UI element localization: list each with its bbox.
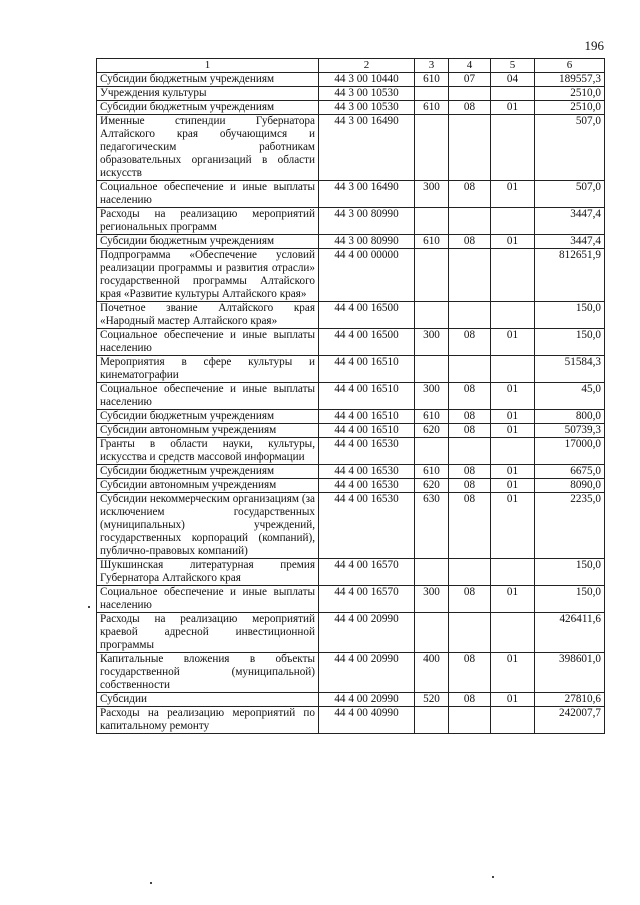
expense-type-cell: 610 [415,73,449,87]
column-header: 1 [97,59,319,73]
amount-cell: 812651,9 [535,249,605,302]
row-name-cell: Субсидии бюджетным учреждениям [97,410,319,424]
amount-cell: 2235,0 [535,493,605,559]
section-cell [449,356,491,383]
expense-type-cell [415,438,449,465]
row-name-cell: Субсидии автономным учреждениям [97,479,319,493]
row-name-cell: Именные стипендии Губернатора Алтайского края обучающимся и педагогическим работникам образовательных организаций в области искусств [97,115,319,181]
table-row [97,383,605,410]
row-name-cell: Почетное звание Алтайского края «Народный мастер Алтайского края» [97,302,319,329]
row-name-cell: Субсидии некоммерческим организациям (за исключением государственных (муниципальных) учреждений, государственных корпораций (компаний), публично-правовых компаний) [97,493,319,559]
expense-type-cell: 610 [415,465,449,479]
table-row [97,493,605,559]
table-row [97,438,605,465]
budget-code-cell: 44 3 00 10530 [319,87,415,101]
table-row [97,424,605,438]
table-row [97,302,605,329]
table-row [97,613,605,653]
budget-code-cell: 44 4 00 16510 [319,356,415,383]
budget-code-cell: 44 3 00 10440 [319,73,415,87]
subsection-cell [491,613,535,653]
budget-code-cell: 44 3 00 80990 [319,235,415,249]
amount-cell: 2510,0 [535,101,605,115]
expense-type-cell: 520 [415,693,449,707]
subsection-cell [491,356,535,383]
section-cell: 08 [449,465,491,479]
section-cell: 08 [449,235,491,249]
scan-speck [88,606,90,608]
column-header: 2 [319,59,415,73]
subsection-cell [491,115,535,181]
table-row [97,115,605,181]
amount-cell: 3447,4 [535,208,605,235]
row-name-cell: Капитальные вложения в объекты государственной (муниципальной) собственности [97,653,319,693]
expense-type-cell [415,559,449,586]
expense-type-cell: 620 [415,424,449,438]
row-name-cell: Подпрограмма «Обеспечение условий реализации программы и развития отрасли» государственной программы Алтайского края «Развитие культуры Алтайского края» [97,249,319,302]
amount-cell: 150,0 [535,302,605,329]
table-row [97,87,605,101]
row-name-cell: Гранты в области науки, культуры, искусства и средств массовой информации [97,438,319,465]
row-name-cell: Субсидии бюджетным учреждениям [97,73,319,87]
budget-code-cell: 44 4 00 40990 [319,707,415,734]
amount-cell: 426411,6 [535,613,605,653]
table-row [97,653,605,693]
expense-type-cell: 610 [415,410,449,424]
budget-code-cell: 44 4 00 16510 [319,410,415,424]
subsection-cell [491,208,535,235]
section-cell [449,302,491,329]
amount-cell: 50739,3 [535,424,605,438]
column-header: 5 [491,59,535,73]
budget-code-cell: 44 4 00 16530 [319,479,415,493]
amount-cell: 189557,3 [535,73,605,87]
table-row [97,707,605,734]
expense-type-cell [415,356,449,383]
section-cell [449,249,491,302]
header-row [97,59,605,73]
row-name-cell: Социальное обеспечение и иные выплаты населению [97,181,319,208]
budget-code-cell: 44 3 00 16490 [319,115,415,181]
amount-cell: 507,0 [535,181,605,208]
expense-type-cell: 610 [415,235,449,249]
expense-type-cell [415,613,449,653]
amount-cell: 150,0 [535,559,605,586]
budget-code-cell: 44 4 00 16510 [319,424,415,438]
row-name-cell: Расходы на реализацию мероприятий краевой адресной инвестиционной программы [97,613,319,653]
subsection-cell [491,707,535,734]
amount-cell: 45,0 [535,383,605,410]
subsection-cell: 01 [491,235,535,249]
expense-type-cell [415,302,449,329]
budget-table [96,58,605,734]
section-cell: 08 [449,410,491,424]
section-cell [449,208,491,235]
row-name-cell: Расходы на реализацию мероприятий региональных программ [97,208,319,235]
budget-code-cell: 44 4 00 16570 [319,586,415,613]
table-row [97,356,605,383]
table-row [97,410,605,424]
amount-cell: 507,0 [535,115,605,181]
budget-code-cell: 44 4 00 20990 [319,693,415,707]
table-row [97,479,605,493]
subsection-cell: 01 [491,586,535,613]
subsection-cell: 01 [491,383,535,410]
table-row [97,693,605,707]
subsection-cell: 01 [491,693,535,707]
budget-code-cell: 44 4 00 16500 [319,329,415,356]
section-cell: 08 [449,329,491,356]
row-name-cell: Социальное обеспечение и иные выплаты населению [97,586,319,613]
budget-code-cell: 44 4 00 16510 [319,383,415,410]
column-header: 4 [449,59,491,73]
row-name-cell: Социальное обеспечение и иные выплаты населению [97,329,319,356]
subsection-cell: 01 [491,479,535,493]
section-cell [449,613,491,653]
row-name-cell: Субсидии автономным учреждениям [97,424,319,438]
subsection-cell: 01 [491,465,535,479]
table-row [97,235,605,249]
budget-code-cell: 44 4 00 20990 [319,653,415,693]
section-cell: 08 [449,479,491,493]
section-cell [449,87,491,101]
subsection-cell: 04 [491,73,535,87]
row-name-cell: Мероприятия в сфере культуры и кинематографии [97,356,319,383]
subsection-cell: 01 [491,424,535,438]
amount-cell: 6675,0 [535,465,605,479]
budget-code-cell: 44 4 00 20990 [319,613,415,653]
expense-type-cell: 300 [415,181,449,208]
row-name-cell: Субсидии бюджетным учреждениям [97,101,319,115]
section-cell [449,438,491,465]
budget-code-cell: 44 4 00 00000 [319,249,415,302]
section-cell [449,559,491,586]
expense-type-cell: 610 [415,101,449,115]
amount-cell: 800,0 [535,410,605,424]
amount-cell: 150,0 [535,586,605,613]
table-row [97,73,605,87]
subsection-cell: 01 [491,329,535,356]
budget-code-cell: 44 3 00 10530 [319,101,415,115]
table-row [97,101,605,115]
expense-type-cell [415,87,449,101]
subsection-cell [491,249,535,302]
budget-code-cell: 44 4 00 16530 [319,438,415,465]
table-row [97,586,605,613]
expense-type-cell [415,707,449,734]
section-cell: 08 [449,693,491,707]
table-row [97,208,605,235]
budget-code-cell: 44 3 00 16490 [319,181,415,208]
table-row [97,181,605,208]
expense-type-cell: 400 [415,653,449,693]
amount-cell: 27810,6 [535,693,605,707]
column-header: 3 [415,59,449,73]
section-cell: 08 [449,181,491,208]
section-cell [449,115,491,181]
amount-cell: 8090,0 [535,479,605,493]
row-name-cell: Шукшинская литературная премия Губернатора Алтайского края [97,559,319,586]
row-name-cell: Субсидии бюджетным учреждениям [97,465,319,479]
expense-type-cell: 630 [415,493,449,559]
row-name-cell: Субсидии бюджетным учреждениям [97,235,319,249]
subsection-cell [491,438,535,465]
expense-type-cell [415,115,449,181]
section-cell: 08 [449,383,491,410]
amount-cell: 242007,7 [535,707,605,734]
table-row [97,249,605,302]
amount-cell: 398601,0 [535,653,605,693]
amount-cell: 51584,3 [535,356,605,383]
subsection-cell [491,87,535,101]
subsection-cell: 01 [491,181,535,208]
scan-speck [492,876,494,878]
page-number: 196 [584,38,604,53]
subsection-cell [491,302,535,329]
row-name-cell: Расходы на реализацию мероприятий по капитальному ремонту [97,707,319,734]
expense-type-cell: 300 [415,329,449,356]
subsection-cell: 01 [491,493,535,559]
section-cell: 08 [449,493,491,559]
row-name-cell: Учреждения культуры [97,87,319,101]
budget-code-cell: 44 4 00 16500 [319,302,415,329]
subsection-cell: 01 [491,410,535,424]
table-row [97,329,605,356]
section-cell: 08 [449,586,491,613]
expense-type-cell: 300 [415,383,449,410]
expense-type-cell: 300 [415,586,449,613]
table-row [97,465,605,479]
table-row [97,559,605,586]
section-cell: 08 [449,424,491,438]
subsection-cell [491,559,535,586]
amount-cell: 17000,0 [535,438,605,465]
section-cell [449,707,491,734]
budget-code-cell: 44 4 00 16530 [319,493,415,559]
budget-code-cell: 44 3 00 80990 [319,208,415,235]
column-header: 6 [535,59,605,73]
budget-code-cell: 44 4 00 16530 [319,465,415,479]
subsection-cell: 01 [491,653,535,693]
scan-speck [150,882,152,884]
row-name-cell: Субсидии [97,693,319,707]
expense-type-cell [415,249,449,302]
row-name-cell: Социальное обеспечение и иные выплаты населению [97,383,319,410]
subsection-cell: 01 [491,101,535,115]
amount-cell: 2510,0 [535,87,605,101]
amount-cell: 150,0 [535,329,605,356]
expense-type-cell [415,208,449,235]
section-cell: 08 [449,101,491,115]
amount-cell: 3447,4 [535,235,605,249]
expense-type-cell: 620 [415,479,449,493]
budget-code-cell: 44 4 00 16570 [319,559,415,586]
section-cell: 07 [449,73,491,87]
section-cell: 08 [449,653,491,693]
